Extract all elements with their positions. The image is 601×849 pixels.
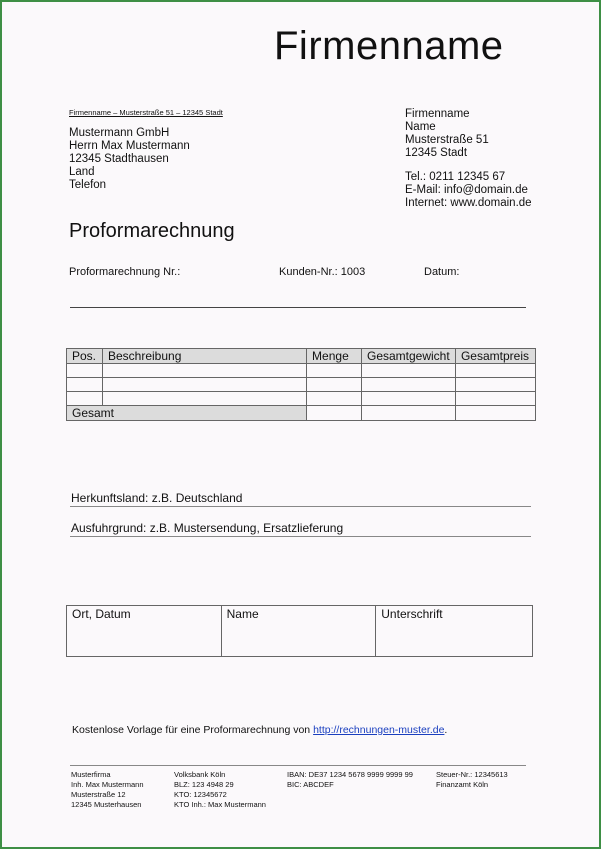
company-contact <box>405 171 532 210</box>
footer-line: KTO Inh.: Max Mustermann <box>174 800 266 809</box>
footer-line: Musterfirma <box>71 770 111 779</box>
company-name-title: Firmenname <box>274 24 504 68</box>
total-cell[interactable] <box>361 406 455 421</box>
recipient-line: Land <box>69 166 95 178</box>
company-line: 12345 Stadt <box>405 147 468 159</box>
table-cell[interactable] <box>102 378 306 392</box>
table-row <box>67 378 536 392</box>
field-underline <box>70 506 531 507</box>
footer-line: Steuer-Nr.: 12345613 <box>436 770 508 779</box>
table-cell[interactable] <box>455 364 535 378</box>
table-cell[interactable] <box>307 392 362 406</box>
table-row <box>67 392 536 406</box>
origin-country-field: Herkunftsland: z.B. Deutschland <box>71 491 243 505</box>
table-cell[interactable] <box>307 378 362 392</box>
table-cell[interactable] <box>361 364 455 378</box>
signature-cell[interactable]: Unterschrift <box>376 606 533 657</box>
footer-line: BLZ: 123 4948 29 <box>174 780 234 789</box>
footer-company <box>71 770 144 810</box>
column-header: Gesamtpreis <box>455 349 535 364</box>
recipient-line: Herrn Max Mustermann <box>69 140 190 152</box>
table-cell[interactable] <box>67 378 103 392</box>
table-cell[interactable] <box>361 378 455 392</box>
total-cell[interactable] <box>307 406 362 421</box>
column-header: Gesamtgewicht <box>361 349 455 364</box>
name-cell[interactable]: Name <box>221 606 376 657</box>
footer-line: KTO: 12345672 <box>174 790 227 799</box>
footer-line: Inh. Max Mustermann <box>71 780 144 789</box>
field-underline <box>70 536 531 537</box>
items-table <box>66 348 536 421</box>
column-header: Beschreibung <box>102 349 306 364</box>
invoice-page <box>2 2 599 847</box>
phone-text: Tel.: 0211 12345 67 <box>405 171 506 183</box>
footer-line: IBAN: DE37 1234 5678 9999 9999 99 <box>287 770 413 779</box>
footer-note-suffix: . <box>444 724 448 736</box>
footer-line: Musterstraße 12 <box>71 790 126 799</box>
column-header: Menge <box>307 349 362 364</box>
total-cell[interactable] <box>455 406 535 421</box>
footer-tax <box>436 770 508 790</box>
footer-line: BIC: ABCDEF <box>287 780 334 789</box>
table-cell[interactable] <box>361 392 455 406</box>
date-label: Datum: <box>424 266 460 278</box>
footer-iban <box>287 770 413 790</box>
recipient-line: 12345 Stadthausen <box>69 153 169 165</box>
table-cell[interactable] <box>102 364 306 378</box>
footer-line: Finanzamt Köln <box>436 780 489 789</box>
footer-note-text: Kostenlose Vorlage für eine Proformarechnung von <box>72 724 314 736</box>
signature-table <box>66 605 533 657</box>
invoice-number-label: Proformarechnung Nr.: <box>69 266 181 278</box>
table-cell[interactable] <box>67 392 103 406</box>
footer-divider <box>70 765 526 766</box>
table-cell[interactable] <box>455 392 535 406</box>
table-cell[interactable] <box>102 392 306 406</box>
company-line: Musterstraße 51 <box>405 134 489 146</box>
recipient-line: Mustermann GmbH <box>69 127 170 139</box>
divider <box>70 307 526 308</box>
table-header-row <box>67 349 536 364</box>
recipient-address <box>69 127 190 192</box>
email-text: E-Mail: info@domain.de <box>405 184 528 196</box>
table-cell[interactable] <box>307 364 362 378</box>
company-address <box>405 108 489 160</box>
signature-row <box>67 606 533 657</box>
document-title: Proformarechnung <box>69 220 235 242</box>
export-reason-field: Ausfuhrgrund: z.B. Mustersendung, Ersatzlieferung <box>71 521 344 535</box>
column-header: Pos. <box>67 349 103 364</box>
footer-line: Volksbank Köln <box>174 770 226 779</box>
company-line: Name <box>405 121 436 133</box>
company-line: Firmenname <box>405 108 470 120</box>
footer-note <box>72 724 447 736</box>
table-cell[interactable] <box>455 378 535 392</box>
table-row <box>67 364 536 378</box>
footer-line: 12345 Musterhausen <box>71 800 142 809</box>
table-cell[interactable] <box>67 364 103 378</box>
sender-address-line: Firmenname – Musterstraße 51 – 12345 Stadt <box>69 108 223 117</box>
recipient-line: Telefon <box>69 179 107 191</box>
website-text: Internet: www.domain.de <box>405 197 532 209</box>
total-row <box>67 406 536 421</box>
customer-number-label: Kunden-Nr.: 1003 <box>279 266 366 278</box>
place-date-cell[interactable]: Ort, Datum <box>67 606 222 657</box>
footer-bank <box>174 770 266 810</box>
total-label: Gesamt <box>67 406 307 421</box>
template-source-link[interactable]: http://rechnungen-muster.de <box>313 724 445 736</box>
